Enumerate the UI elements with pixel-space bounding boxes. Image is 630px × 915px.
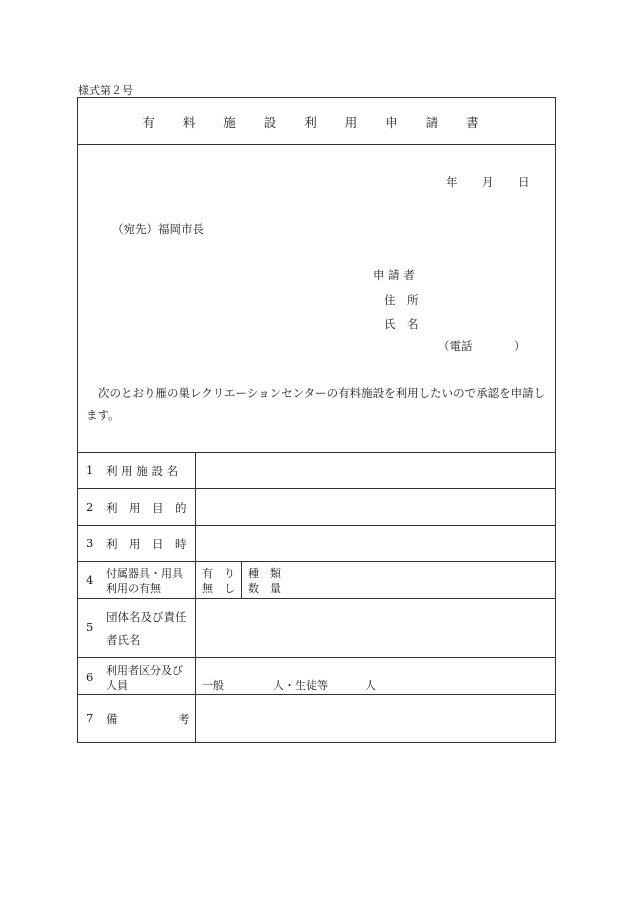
row-label-equipment: 付属器具・用具 — [106, 567, 183, 580]
row-divider — [78, 657, 555, 658]
row-divider — [78, 561, 555, 562]
row-divider — [78, 488, 555, 489]
row-number: 2 — [86, 500, 94, 514]
form-number: 様式第２号 — [78, 84, 133, 97]
phone-open: （電話 — [438, 339, 473, 353]
row-number: 7 — [86, 711, 94, 725]
form-title: 有 料 施 設 利 用 申 請 書 — [142, 115, 491, 130]
row-label-group: 団体名及び責任 — [106, 610, 187, 624]
divider — [78, 144, 555, 145]
row-divider — [78, 598, 555, 599]
row-label-facility: 利 用 施 設 名 — [106, 464, 179, 478]
row-divider — [78, 452, 555, 453]
row-label-equipment-2: 利用の有無 — [106, 582, 161, 595]
date-day: 日 — [518, 175, 530, 189]
row-label-group-2: 者氏名 — [106, 633, 141, 647]
row-label-remarks: 備 — [106, 712, 118, 726]
users-person-student: 人・生徒等 — [273, 679, 328, 692]
users-person: 人 — [365, 679, 376, 692]
application-statement: 次のとおり雁の巣レクリエーションセンターの有料施設を利用したいので承認を申請します。 — [86, 386, 546, 422]
row-number: 1 — [86, 463, 94, 477]
applicant-address-label: 住 所 — [384, 293, 419, 307]
row-divider — [78, 525, 555, 526]
row-number: 4 — [86, 573, 94, 587]
row-label-users-2: 人員 — [106, 679, 128, 692]
option-yes: 有 り — [202, 567, 235, 580]
equipment-quantity: 数 量 — [248, 582, 281, 595]
date-year: 年 — [446, 175, 458, 189]
users-general: 一般 — [202, 679, 224, 692]
option-no: 無 し — [202, 582, 235, 595]
applicant-name-label: 氏 名 — [384, 317, 419, 331]
application-form — [77, 97, 556, 743]
equipment-kind: 種 類 — [248, 567, 281, 580]
row-label-purpose: 利 用 目 的 — [106, 501, 187, 515]
row-label-remarks-2: 考 — [178, 712, 190, 726]
date-month: 月 — [482, 175, 494, 189]
row-number: 6 — [86, 670, 94, 684]
row-label-users: 利用者区分及び — [106, 664, 183, 677]
row-divider — [78, 694, 555, 695]
addressee: （宛先）福岡市長 — [112, 222, 204, 236]
phone-close: ） — [514, 339, 526, 353]
applicant-label: 申 請 者 — [373, 268, 415, 282]
row-number: 3 — [86, 536, 94, 550]
column-divider — [195, 452, 196, 743]
row-label-datetime: 利 用 日 時 — [106, 537, 187, 551]
row-number: 5 — [86, 620, 94, 634]
column-divider — [241, 561, 242, 598]
